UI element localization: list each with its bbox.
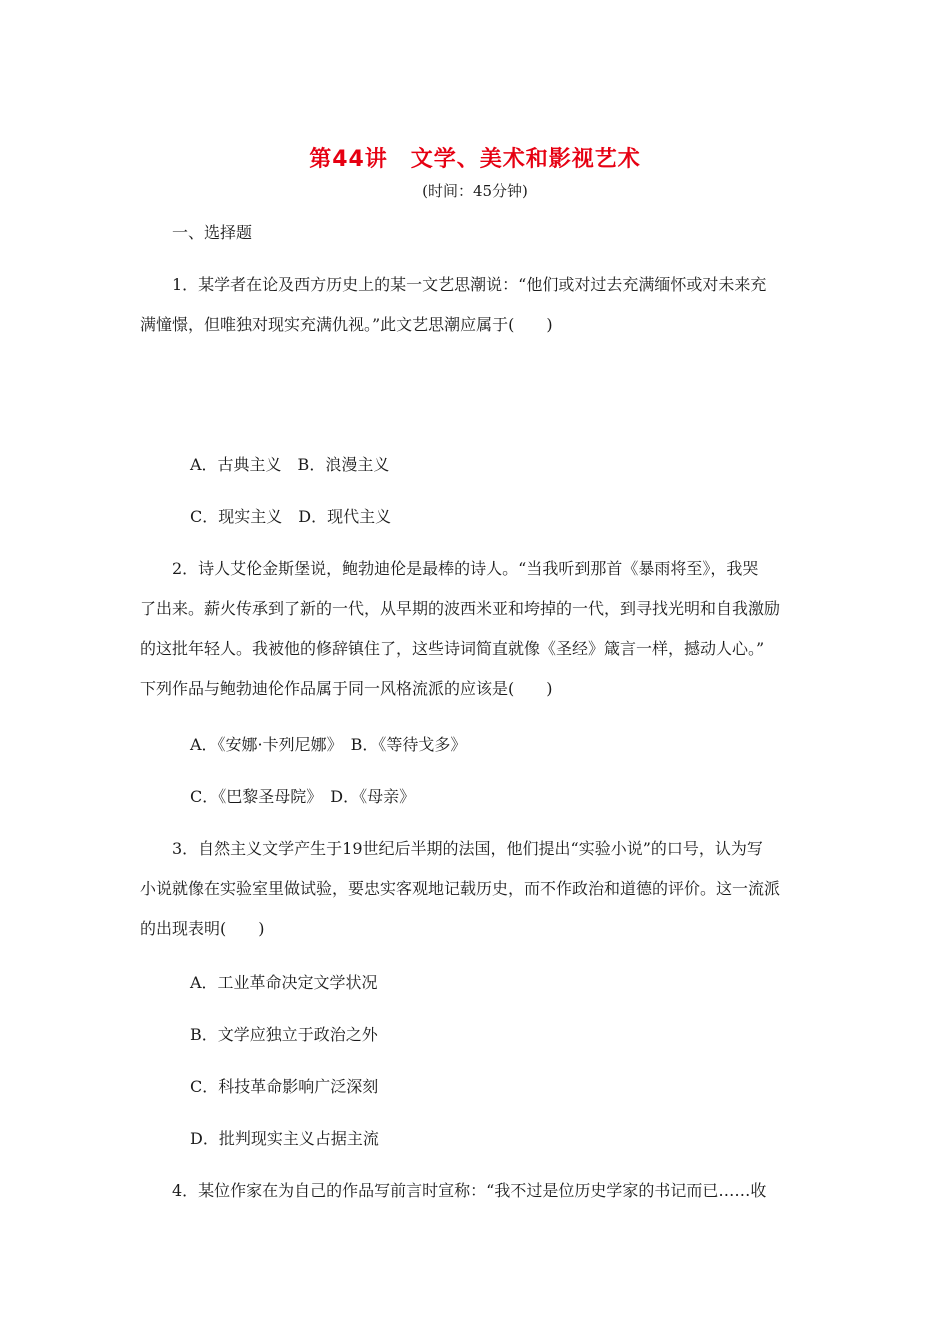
question-text-line: 2．诗人艾伦金斯堡说，鲍勃迪伦是最棒的诗人。“当我听到那首《暴雨将至》，我哭 (172, 559, 759, 578)
option-line: C．现实主义 D．现代主义 (190, 507, 392, 526)
question-text-line: 的出现表明( ) (140, 919, 265, 938)
question-text-line: 小说就像在实验室里做试验，要忠实客观地记载历史，而不作政治和道德的评价。这一流派 (140, 879, 781, 898)
option-line: B．文学应独立于政治之外 (190, 1025, 378, 1044)
option-line: A．古典主义 B．浪漫主义 (190, 455, 390, 474)
option-line: C．科技革命影响广泛深刻 (190, 1077, 379, 1096)
option-line: A．工业革命决定文学状况 (190, 973, 378, 992)
option-line: A．《安娜·卡列尼娜》 B．《等待戈多》 (190, 735, 467, 754)
option-line: C．《巴黎圣母院》 D．《母亲》 (190, 787, 416, 806)
option-line: D．批判现实主义占据主流 (190, 1129, 379, 1148)
question-text-line: 的这批年轻人。我被他的修辞镇住了，这些诗词简直就像《圣经》箴言一样，撼动人心。” (140, 639, 765, 658)
page-title: 第44讲 文学、美术和影视艺术 (309, 147, 641, 172)
question-text-line: 满憧憬，但唯独对现实充满仇视。”此文艺思潮应属于( ) (140, 315, 553, 334)
time-limit: (时间：45分钟) (422, 182, 528, 200)
question-text-line: 1．某学者在论及西方历史上的某一文艺思潮说：“他们或对过去充满缅怀或对未来充 (172, 275, 767, 294)
question-text-line: 下列作品与鲍勃迪伦作品属于同一风格流派的应该是( ) (140, 679, 553, 698)
question-text-line: 4．某位作家在为自己的作品写前言时宣称：“我不过是位历史学家的书记而已……收 (172, 1181, 767, 1200)
question-text-line: 了出来。薪火传承到了新的一代，从早期的波西米亚和垮掉的一代，到寻找光明和自我激励 (140, 599, 781, 618)
section-heading: 一、选择题 (172, 223, 253, 242)
question-text-line: 3．自然主义文学产生于19世纪后半期的法国，他们提出“实验小说”的口号，认为写 (172, 839, 763, 858)
